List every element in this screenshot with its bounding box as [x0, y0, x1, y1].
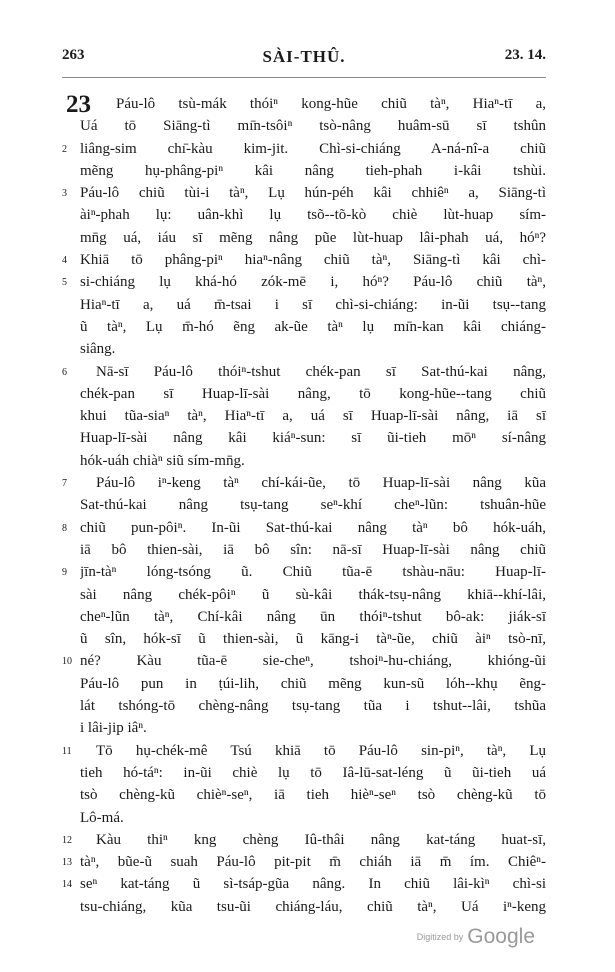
- verse-number: 4: [62, 255, 67, 267]
- line-text: Kàu thiⁿ kng chèng Iû-thâi nâng kat-táng huat-sī,: [96, 831, 546, 848]
- line-text: khui tũa-siaⁿ tàⁿ, Hiaⁿ-tī a, uá sī Huap-lī-sài nâng, iā sī: [80, 408, 546, 425]
- line-text: hók-uáh chiàⁿ siũ sím-mn̄g.: [80, 452, 245, 469]
- line-text: Páu-lô tsù-mák thóiⁿ kong-hũe chiũ tàⁿ, Hiaⁿ-tī a,: [116, 96, 546, 112]
- digitized-by-text: Digitized by: [416, 932, 464, 942]
- text-line: [0, 741, 615, 763]
- line-text: cheⁿ-lũn tàⁿ, Chí-kâi nâng ūn thóiⁿ-tshut bô-ak: jiák-sī: [80, 608, 546, 625]
- text-line: [0, 161, 615, 183]
- text-line: [0, 295, 615, 317]
- line-text: né? Kàu tũa-ē sie-cheⁿ, tshoiⁿ-hu-chiáng, khióng-ũi: [80, 653, 546, 670]
- text-line: [0, 696, 615, 718]
- chapter-verse-reference: 23. 14.: [504, 47, 546, 63]
- verse-number: 11: [62, 745, 72, 757]
- text-line: [0, 651, 615, 673]
- line-text: Páu-lô chiũ tùi-i tàⁿ, Lụ hún-péh kâi chhiêⁿ a, Siāng-tì: [80, 185, 546, 202]
- text-line: [0, 763, 615, 785]
- verse-number: 7: [62, 478, 67, 490]
- text-line: [0, 718, 615, 740]
- page-number: 263: [62, 47, 85, 63]
- line-text: Lô-má.: [80, 809, 124, 826]
- line-text: Khiā tō phâng-piⁿ hiaⁿ-nâng chiũ tàⁿ, Siāng-tì kâi chì-: [80, 252, 546, 269]
- text-line: [0, 250, 615, 272]
- line-text: i lâi-jip iâⁿ.: [80, 720, 147, 737]
- line-text: ũ sîn, hók-sī ũ thien-sài, ũ kāng-i tàⁿ-ũe, chiũ àiⁿ tsò-nī,: [80, 631, 546, 648]
- text-line: [0, 362, 615, 384]
- text-line: [0, 139, 615, 161]
- text-line: [0, 629, 615, 651]
- text-line: [0, 874, 615, 896]
- text-line: [0, 406, 615, 428]
- book-title: SÀI-THÛ.: [262, 47, 346, 66]
- text-line: [0, 785, 615, 807]
- line-text: tieh hó-táⁿ: in-ũi chiè lụ tō Iâ-lū-sat-léng ũ ũi-tieh uá: [80, 764, 546, 781]
- text-line: [0, 228, 615, 250]
- line-text: àiⁿ-phah lụ: uân-khì lụ tsõ--tõ-kò chiè lùt-huap sím-: [80, 207, 546, 224]
- text-line: [0, 495, 615, 517]
- verse-number: 12: [62, 834, 72, 846]
- verse-number: 8: [62, 522, 67, 534]
- text-line: [0, 674, 615, 696]
- line-text: jīn-tàⁿ lóng-tsóng ũ. Chiũ tũa-ē tshàu-nāu: Huap-lī-: [80, 564, 546, 581]
- line-text: seⁿ kat-táng ũ sì-tsáp-gũa nâng. In chiũ lâi-kìⁿ chì-si: [80, 876, 546, 893]
- line-text: Uá tō Siāng-tì mı̄n-tsôiⁿ tsò-nâng huâm-sū sī tshûn: [80, 118, 546, 135]
- line-text: tsu-chiáng, kũa tsu-ũi chiáng-láu, chiũ tàⁿ, Uá iⁿ-keng: [80, 898, 546, 915]
- text-line: [0, 451, 615, 473]
- text-line: [0, 272, 615, 294]
- text-line: [0, 205, 615, 227]
- text-body: [0, 91, 615, 919]
- line-text: mẽng hụ-phâng-piⁿ kâi nâng tieh-phah i-kâi tshùi.: [80, 162, 546, 179]
- line-text: iā bô thien-sài, iā bô sîn: nā-sī Huap-lī-sài nâng chiũ: [80, 541, 546, 558]
- line-text: Nā-sī Páu-lô thóiⁿ-tshut chék-pan sī Sat-thú-kai nâng,: [96, 363, 546, 380]
- text-line: [0, 428, 615, 450]
- text-line: [0, 91, 615, 118]
- text-line: [0, 830, 615, 852]
- line-text: lát tshóng-tō chèng-nâng tsụ-tang tũa i tshut--lâi, tshũa: [80, 698, 546, 715]
- verse-number: 9: [62, 567, 67, 579]
- line-text: chiũ pun-pôiⁿ. In-ũi Sat-thú-kai nâng tàⁿ bô hók-uáh,: [80, 519, 546, 536]
- text-line: [0, 116, 615, 138]
- line-text: Hiaⁿ-tī a, uá m̄-tsai i sī chì-si-chiáng: in-ũi tsụ--tang: [80, 296, 546, 313]
- text-line: [0, 384, 615, 406]
- line-text: chék-pan sī Huap-lī-sài nâng, tō kong-hũe--tang chiũ: [80, 385, 546, 402]
- verse-number: 14: [62, 879, 72, 891]
- verse-number: 6: [62, 366, 67, 378]
- text-line: [0, 473, 615, 495]
- verse-number: 3: [62, 188, 67, 200]
- line-text: Huap-lī-sài nâng kâi kiáⁿ-sun: sī ũi-tieh mōⁿ sí-nâng: [80, 430, 546, 447]
- line-text: sài nâng chék-pôiⁿ ũ sù-kâi thák-tsụ-nâng khiā--khí-lâi,: [80, 586, 546, 603]
- text-line: [0, 339, 615, 361]
- google-logo: Google: [467, 925, 535, 948]
- line-text: siâng.: [80, 341, 116, 358]
- text-line: [0, 183, 615, 205]
- verse-number: 5: [62, 277, 67, 289]
- text-line: [0, 562, 615, 584]
- line-text: ũ tàⁿ, Lụ m̄-hó ẽng ak-ũe tàⁿ lụ mı̄n-kan kâi chiáng-: [80, 318, 546, 335]
- text-line: [0, 518, 615, 540]
- line-text: liâng-sim chı̄-kàu kim-jit. Chì-si-chiáng A-ná-nî-a chiũ: [80, 140, 546, 157]
- line-text: Sat-thú-kai nâng tsụ-tang seⁿ-khí cheⁿ-lũn: tshuân-hũe: [80, 497, 546, 514]
- verse-number: 13: [62, 857, 72, 869]
- line-text: tsò chèng-kũ chièⁿ-seⁿ, iā tieh hièⁿ-seⁿ tsò chèng-kũ tō: [80, 787, 546, 804]
- line-text: mn̄g uá, iáu sī mẽng nâng pũe lùt-huap lâi-phah uá, hóⁿ?: [80, 229, 546, 246]
- verse-number: 10: [62, 656, 72, 668]
- text-line: [0, 808, 615, 830]
- text-line: [0, 317, 615, 339]
- line-text: Tō hụ-chék-mê Tsú khiā tō Páu-lô sin-piⁿ, tàⁿ, Lụ: [96, 742, 546, 759]
- header-rule: [62, 77, 546, 78]
- digitization-mark: [417, 925, 535, 949]
- text-line: [0, 607, 615, 629]
- text-line: [0, 897, 615, 919]
- running-header: [62, 47, 546, 71]
- line-text: Páu-lô iⁿ-keng tàⁿ chí-kái-ũe, tō Huap-lī-sài nâng kũa: [96, 475, 546, 492]
- line-text: Páu-lô pun in ṭúi-lih, chiũ mẽng kun-sũ lóh--khụ ẽng-: [80, 675, 546, 692]
- line-text: si-chiáng lụ khá-hó zók-mē i, hóⁿ? Páu-lô chiũ tàⁿ,: [80, 274, 546, 291]
- chapter-number: 23: [66, 91, 91, 118]
- text-line: [0, 540, 615, 562]
- verse-number: 2: [62, 143, 67, 155]
- line-text: tàⁿ, bũe-ũ suah Páu-lô pit-pit m̄ chiáh iā m̄ ím. Chiêⁿ-: [80, 854, 546, 871]
- text-line: [0, 852, 615, 874]
- text-line: [0, 585, 615, 607]
